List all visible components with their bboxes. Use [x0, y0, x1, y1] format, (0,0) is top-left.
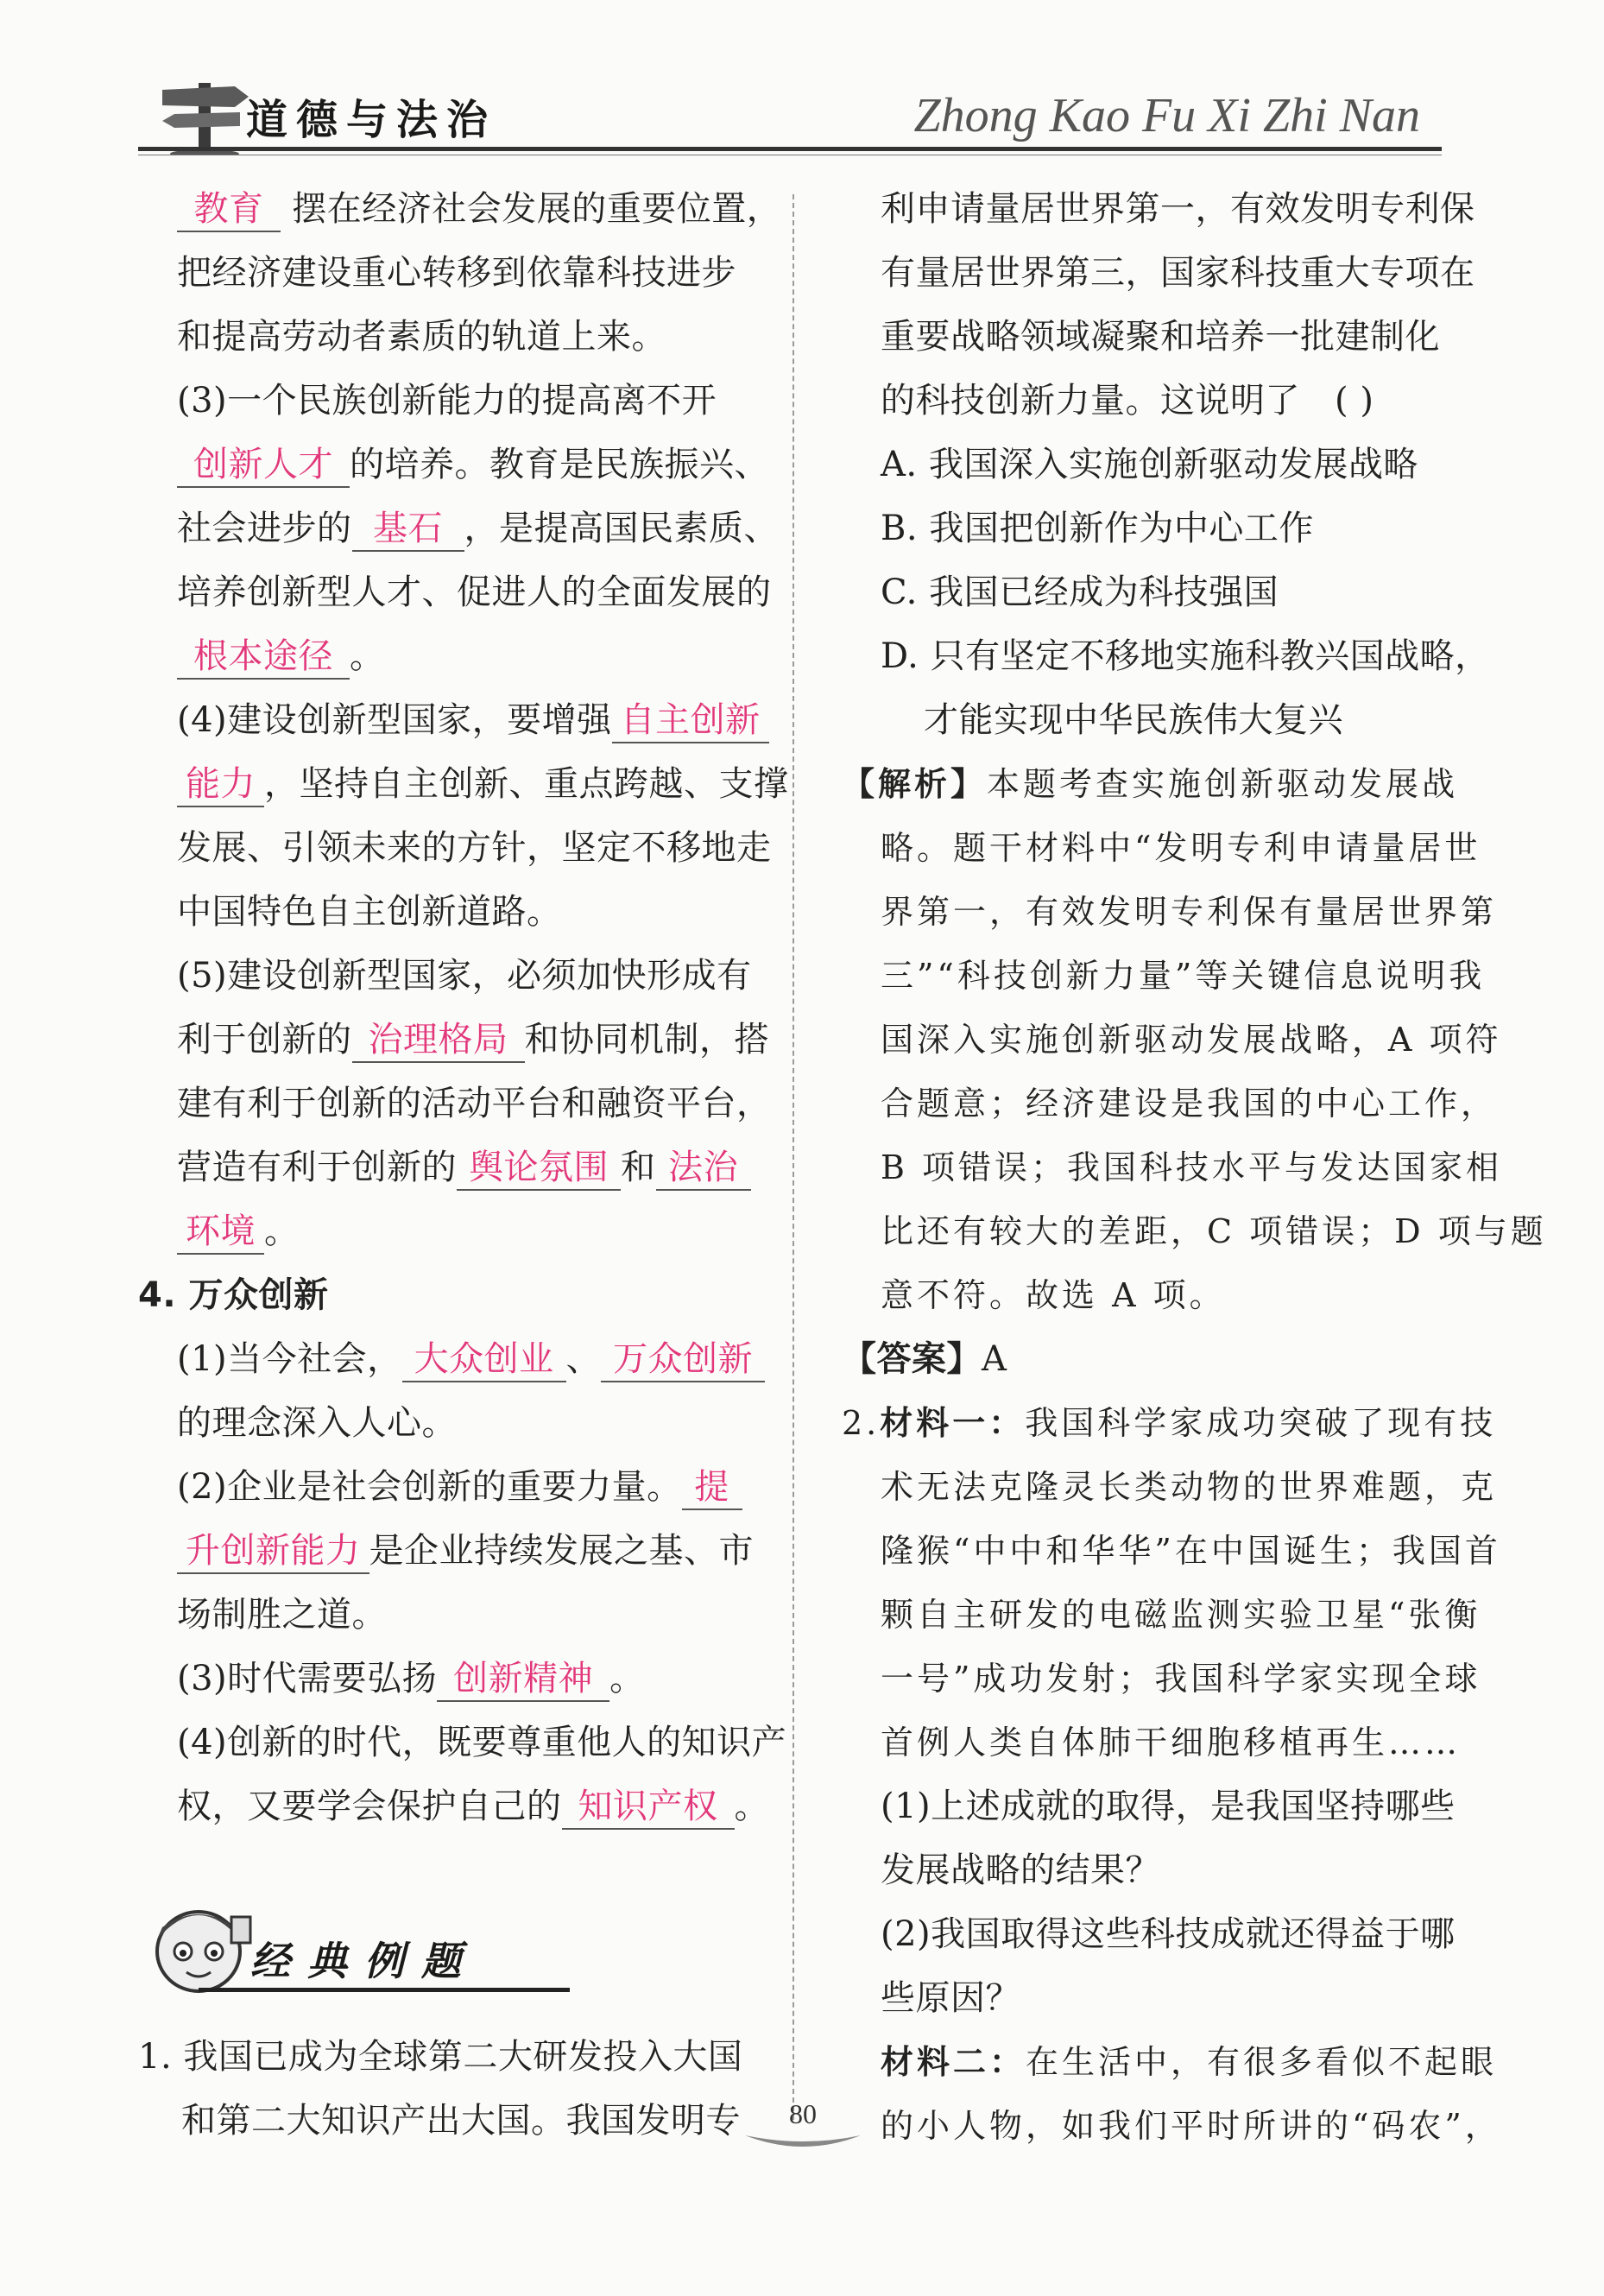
material-two-tag: 材料二：	[881, 2043, 1026, 2081]
answer-blank: 升创新能力	[177, 1529, 369, 1574]
text-line: 环境 。	[138, 1199, 768, 1263]
answer-parentheses: ( )	[1335, 381, 1374, 421]
signpost-icon	[155, 78, 259, 155]
text-line: (4)创新的时代，既要尊重他人的知识产	[177, 1723, 787, 1762]
analysis-line: 略。题干材料中“发明专利申请量居世	[881, 829, 1481, 867]
material-line: 2.材料一：我国科学家成功突破了现有技	[842, 1404, 1497, 1442]
text-line: 创新人才 的培养。教育是民族振兴、	[138, 433, 768, 497]
analysis-tag: 【解析】	[842, 765, 988, 803]
answer-value: A	[982, 1339, 1007, 1379]
text-line: (3)一个民族创新能力的提高离不开	[177, 381, 717, 421]
text-line: 和提高劳动者素质的轨道上来。	[177, 317, 666, 357]
header-rule	[138, 147, 1442, 151]
text-line: 建有利于创新的活动平台和融资平台，	[177, 1084, 772, 1123]
option-d: D. 只有坚定不移地实施科教兴国战略，	[881, 636, 1490, 676]
text-line: 培养创新型人才、促进人的全面发展的	[177, 572, 772, 612]
analysis-line: B 项错误；我国科技水平与发达国家相	[881, 1148, 1503, 1186]
answer-blank: 创新精神	[437, 1657, 609, 1702]
material-line: 材料二：在生活中，有很多看似不起眼	[881, 2043, 1498, 2081]
right-column	[842, 177, 1547, 2158]
analysis-line: 意不符。故选 A 项。	[881, 1276, 1226, 1314]
text-line: 的科技创新力量。这说明了 ( )	[881, 381, 1374, 421]
option-a: A. 我国深入实施创新驱动发展战略	[881, 445, 1418, 484]
page-number: 80	[789, 2098, 817, 2129]
text-line: 根本途径 。	[138, 624, 768, 688]
text-line: 1. 我国已成为全球第二大研发投入大国	[138, 2037, 743, 2077]
answer-blank: 根本途径	[177, 635, 350, 680]
text-line: 的理念深入人心。	[177, 1403, 457, 1443]
material-line: 的小人物，如我们平时所讲的“码农”，	[881, 2107, 1501, 2145]
text-line: (2)企业是社会创新的重要力量。 提	[138, 1455, 768, 1519]
question-line: (2)我国取得这些科技成就还得益于哪	[881, 1914, 1456, 1954]
question-line: 些原因？	[881, 1978, 1020, 2018]
answer-blank: 自主创新	[612, 699, 769, 743]
text-line: 能力 ，坚持自主创新、重点跨越、支撑	[138, 752, 768, 816]
answer-blank: 能力	[177, 762, 264, 807]
text-line: (4)建设创新型国家，要增强 自主创新	[138, 688, 768, 752]
page-number-swoosh	[738, 2120, 868, 2154]
option-d-cont: 才能实现中华民族伟大复兴	[924, 700, 1343, 740]
question-line: 发展战略的结果？	[881, 1850, 1160, 1890]
text-line: (5)建设创新型国家，必须加快形成有	[177, 956, 752, 996]
column-divider	[793, 194, 794, 2120]
answer-blank: 基石	[352, 507, 464, 552]
text-line: 把经济建设重心转移到依靠科技进步	[177, 253, 736, 293]
analysis-line: 比还有较大的差距，C 项错误；D 项与题	[881, 1212, 1547, 1250]
answer-blank: 治理格局	[352, 1018, 525, 1063]
text-line: 营造有利于创新的 舆论氛围 和 法治	[138, 1135, 768, 1199]
answer-blank: 法治	[656, 1146, 751, 1191]
option-c: C. 我国已经成为科技强国	[881, 572, 1279, 612]
left-column	[138, 177, 789, 1838]
answer-tag: 【答案】	[842, 1339, 982, 1379]
text-line: 利于创新的 治理格局 和协同机制，搭	[138, 1008, 768, 1072]
answer-blank: 大众创业	[402, 1338, 566, 1382]
section-title: 经典例题	[250, 1938, 478, 1984]
text-line: 利申请量居世界第一，有效发明专利保	[881, 189, 1475, 229]
material-line: 术无法克隆灵长类动物的世界难题，克	[881, 1468, 1498, 1506]
analysis-line: 国深入实施创新驱动发展战略，A 项符	[881, 1021, 1502, 1059]
answer-blank: 提	[682, 1465, 742, 1510]
subject-title: 道德与法治	[246, 96, 497, 144]
cartoon-student-icon	[138, 1882, 259, 2003]
text-line: (3)时代需要弘扬 创新精神 。	[138, 1647, 768, 1711]
text-line: 社会进步的 基石 ，是提高国民素质、	[138, 497, 768, 560]
material-line: 颗自主研发的电磁监测实验卫星“张衡	[881, 1596, 1481, 1634]
material-one-tag: 材料一：	[880, 1404, 1026, 1442]
question-line: (1)上述成就的取得，是我国坚持哪些	[881, 1787, 1456, 1826]
answer-blank: 教育	[177, 187, 281, 232]
text-line: 和第二大知识产出大国。我国发明专	[181, 2101, 741, 2141]
answer-blank: 创新人才	[177, 443, 350, 488]
text-line: 发展、引领未来的方针，坚定不移地走	[177, 828, 772, 868]
material-line: 首例人类自体肺干细胞移植再生……	[881, 1724, 1462, 1762]
answer-blank: 知识产权	[562, 1785, 735, 1830]
example-question-start	[138, 2025, 768, 2153]
text-line: 权，又要学会保护自己的 知识产权 。	[138, 1774, 768, 1838]
text-line: 中国特色自主创新道路。	[177, 892, 562, 932]
material-line: 一号”成功发射；我国科学家实现全球	[881, 1660, 1481, 1698]
banner-underline	[199, 1988, 570, 1992]
section-banner	[138, 1882, 622, 2003]
answer-blank: 舆论氛围	[457, 1146, 621, 1191]
page-header	[138, 69, 1442, 155]
text-line: (1)当今社会， 大众创业 、 万众创新	[138, 1327, 768, 1391]
text-line: 有量居世界第三，国家科技重大专项在	[881, 253, 1475, 293]
answer-line	[842, 1327, 1446, 1391]
series-title: Zhong Kao Fu Xi Zhi Nan	[913, 89, 1420, 142]
text-line: 场制胜之道。	[177, 1595, 387, 1635]
analysis-line: 三”“科技创新力量”等关键信息说明我	[881, 957, 1486, 995]
analysis-line: 【解析】本题考查实施创新驱动发展战	[842, 765, 1459, 803]
answer-blank: 环境	[177, 1210, 264, 1255]
text-line: 教育 摆在经济社会发展的重要位置，	[138, 177, 768, 241]
analysis-line: 界第一，有效发明专利保有量居世界第	[881, 893, 1498, 931]
option-b: B. 我国把创新作为中心工作	[881, 509, 1314, 548]
answer-blank: 万众创新	[601, 1338, 765, 1382]
text-line: 重要战略领域凝聚和培养一批建制化	[881, 317, 1440, 357]
material-line: 隆猴“中中和华华”在中国诞生；我国首	[881, 1532, 1501, 1570]
text-line: 升创新能力 是企业持续发展之基、市	[138, 1519, 768, 1583]
analysis-line: 合题意；经济建设是我国的中心工作，	[881, 1085, 1498, 1123]
section-heading: 4. 万众创新	[138, 1275, 329, 1315]
